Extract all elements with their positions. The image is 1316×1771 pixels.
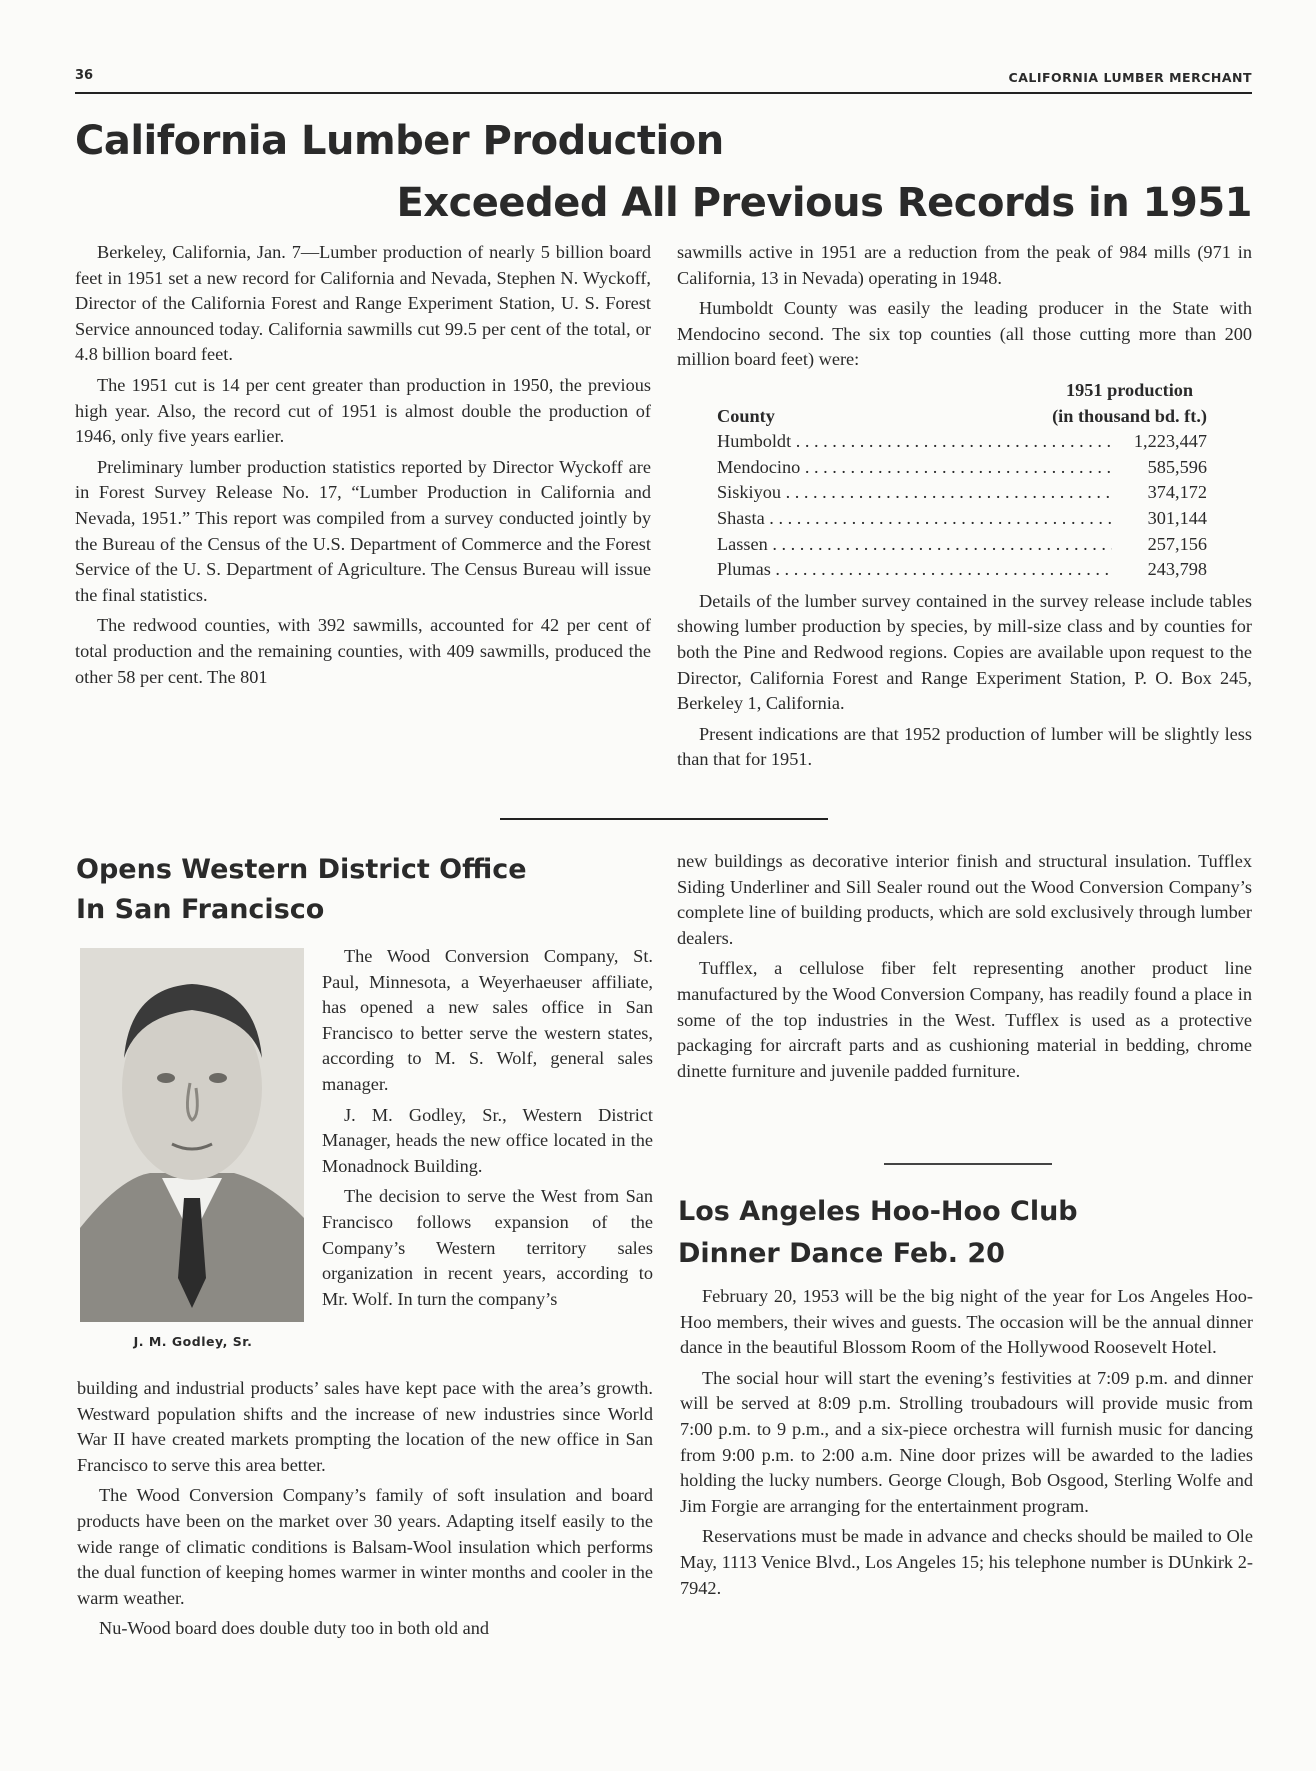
article3-title-line1: Los Angeles Hoo-Hoo Club [678, 1196, 1078, 1227]
paragraph: Reservations must be made in advance and checks should be mailed to Ole May, 1113 Venice Blvd., Los Angeles 15; his telephone number is DUnkirk 2-7942. [680, 1526, 1253, 1598]
county-cell: Plumas . . . [717, 557, 1112, 583]
article1-right-column [677, 240, 1252, 778]
column-header-production [1052, 378, 1207, 429]
county-cell: Shasta . . . [717, 506, 1112, 532]
county-cell: Humboldt . . . [717, 429, 1112, 455]
table-row [717, 532, 1207, 558]
article3-title-line2: Dinner Dance Feb. 20 [678, 1238, 1005, 1269]
paragraph: Preliminary lumber production statistics reported by Director Wyckoff are in Forest Survey Release No. 17, “Lumber Production in California and Nevada, 1951.” This report was compiled from a survey conducted jointly by the Bureau of the Census of the U.S. Department of Commerce and the Forest Service of the U. S. Department of Agriculture. The Census Bureau will issue the final statistics. [75, 456, 651, 605]
paragraph: The redwood counties, with 392 sawmills, accounted for 42 per cent of total production and the remaining counties, with 409 sawmills, produced the other 58 per cent. The 801 [75, 615, 651, 687]
paragraph: building and industrial products’ sales have kept pace with the area’s growth. Westward population shifts and the increase of new industries since World War II have created markets prompting the location of the new office in San Francisco to serve this area better. [77, 1378, 653, 1475]
paragraph: The Wood Conversion Company’s family of soft insulation and board products have been on the market over 30 years. Adapting itself easily to the wide range of climatic conditions is Balsam-Wool insulation which performs the dual function of keeping homes warmer in winter months and cooler in the warm weather. [77, 1485, 653, 1608]
county-cell: Siskiyou . . . [717, 480, 1112, 506]
article3-body [680, 1284, 1253, 1606]
article2-right-column [677, 849, 1252, 1089]
production-table [717, 378, 1252, 583]
article-title-line2: Exceeded All Previous Records in 1951 [396, 180, 1252, 226]
section-divider [500, 818, 828, 820]
value-cell: 257,156 [1147, 533, 1207, 554]
table-row [717, 506, 1207, 532]
column-header-production-line1: 1951 production [1065, 379, 1194, 400]
article2-beside-photo-text [322, 944, 653, 1317]
photo-caption: J. M. Godley, Sr. [133, 1334, 253, 1349]
article2-title-line1: Opens Western District Office [76, 854, 527, 885]
paragraph: Berkeley, California, Jan. 7—Lumber production of nearly 5 billion board feet in 1951 set a new record for California and Nevada, Stephen N. Wyckoff, Director of the California Forest and Range Experiment Station, U. S. Forest Service announced today. California sawmills cut 99.5 per cent of the total, or 4.8 billion board feet. [75, 242, 651, 365]
value-cell: 301,144 [1147, 507, 1207, 528]
article2-below-photo-text [77, 1376, 653, 1647]
page-header [75, 68, 1252, 94]
table-header [717, 378, 1207, 429]
column-header-production-line2: (in thousand bd. ft.) [1052, 405, 1207, 426]
county-cell: Mendocino . . . [717, 455, 1112, 481]
paragraph: Tufflex, a cellulose fiber felt representing another product line manufactured by the Wood Conversion Company, has readily found a place in some of the top industries in the West. Tufflex is used as a protective packaging for aircraft parts and as cushioning material in bedding, chrome dinette furniture and juvenile padded furniture. [677, 958, 1252, 1081]
paragraph: Humboldt County was easily the leading producer in the State with Mendocino second. The six top counties (all those cutting more than 200 million board feet) were: [677, 298, 1252, 370]
table-row [717, 429, 1207, 455]
portrait-illustration [80, 948, 304, 1322]
county-cell: Lassen . . . [717, 532, 1112, 558]
paragraph: J. M. Godley, Sr., Western District Manager, heads the new office located in the Monadnock Building. [322, 1104, 653, 1176]
paragraph: new buildings as decorative interior finish and structural insulation. Tufflex Siding Underliner and Sill Sealer round out the Wood Conversion Company’s complete line of building products, which are sold exclusively through lumber dealers. [677, 851, 1252, 948]
paragraph: Details of the lumber survey contained in the survey release include tables showing lumber production by species, by mill-size class and by counties for both the Pine and Redwood regions. Copies are available upon request to the Director, California Forest and Range Experiment Station, P. O. Box 245, Berkeley 1, California. [677, 590, 1252, 714]
value-cell: 374,172 [1147, 482, 1207, 503]
paragraph: February 20, 1953 will be the big night of the year for Los Angeles Hoo-Hoo members, their wives and guests. The occasion will be the annual dinner dance in the beautiful Blossom Room of the Hollywood Roosevelt Hotel. [680, 1286, 1253, 1358]
paragraph: sawmills active in 1951 are a reduction from the peak of 984 mills (971 in California, 13 in Nevada) operating in 1948. [677, 242, 1252, 288]
value-cell: 243,798 [1147, 559, 1207, 580]
article1-left-column [75, 240, 651, 695]
table-row [717, 455, 1207, 481]
table-row [717, 557, 1207, 583]
paragraph: The Wood Conversion Company, St. Paul, Minnesota, a Weyerhaeuser affiliate, has opened a new sales office in San Francisco to better serve the western states, according to M. S. Wolf, general sales manager. [322, 946, 653, 1094]
article2-title-line2: In San Francisco [76, 894, 325, 925]
paragraph: The social hour will start the evening’s festivities at 7:09 p.m. and dinner will be served at 8:09 p.m. Strolling troubadours will provide music from 7:00 p.m. to 9 p.m., and a six-piece orchestra will furnish music for dancing from 9:00 p.m. to 2:00 a.m. Nine door prizes will be awarded to the ladies holding the lucky numbers. George Clough, Bob Osgood, Sterling Wolfe and Jim Forgie are arranging for the entertainment program. [680, 1367, 1253, 1516]
table-row [717, 480, 1207, 506]
magazine-name: CALIFORNIA LUMBER MERCHANT [1008, 70, 1252, 85]
column-header-county: County [717, 405, 775, 426]
section-divider-small [884, 1163, 1052, 1165]
article-title-line1: California Lumber Production [75, 118, 724, 164]
paragraph: Nu-Wood board does double duty too in both old and [99, 1618, 490, 1639]
value-cell: 585,596 [1147, 456, 1207, 477]
paragraph: The decision to serve the West from San Francisco follows expansion of the Company’s Western territory sales organization in recent years, according to Mr. Wolf. In turn the company’s [322, 1186, 653, 1309]
paragraph: The 1951 cut is 14 per cent greater than production in 1950, the previous high year. Also, the record cut of 1951 is almost double the production of 1946, only five years earlier. [75, 374, 651, 447]
page-number: 36 [75, 68, 94, 83]
value-cell: 1,223,447 [1133, 431, 1207, 452]
portrait-photo [80, 948, 304, 1322]
paragraph: Present indications are that 1952 production of lumber will be slightly less than that for 1951. [677, 723, 1252, 770]
